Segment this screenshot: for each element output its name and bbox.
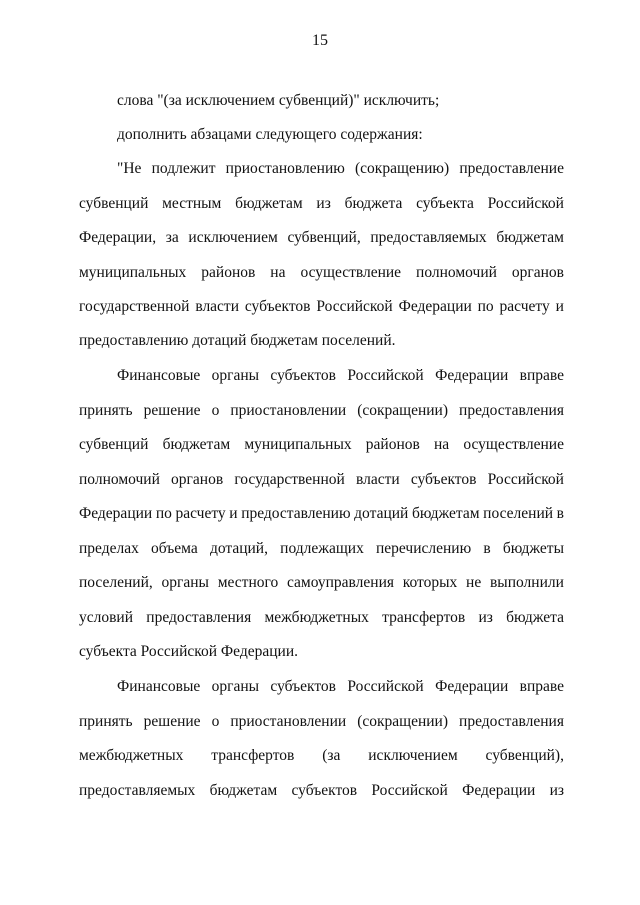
word: предоставляемых — [370, 229, 487, 246]
word: дотаций, — [209, 540, 268, 557]
text-line-12 — [79, 470, 564, 490]
word: бюджетам — [411, 505, 480, 522]
text-line-8 — [79, 331, 564, 351]
word: органы — [211, 367, 260, 384]
word: органов — [171, 471, 224, 488]
text-line-17 — [79, 642, 564, 662]
text-line-4 — [79, 194, 564, 214]
word: из — [316, 195, 331, 212]
word: не — [466, 574, 482, 591]
word: и — [229, 505, 238, 522]
text-line-18 — [117, 677, 564, 697]
page-number: 15 — [312, 32, 328, 49]
word: (сокращении) — [357, 402, 449, 419]
word: Российской — [316, 298, 393, 315]
text-line-3 — [117, 159, 564, 179]
word: в — [483, 540, 491, 557]
word: выполнили — [489, 574, 564, 591]
word: Российской — [347, 367, 424, 384]
word: предоставлению — [241, 505, 351, 522]
word: принять — [79, 713, 133, 730]
word: субъектов — [410, 471, 477, 488]
text-line-21 — [79, 781, 564, 801]
word: условий — [79, 609, 134, 626]
word: Федерации, — [79, 229, 157, 246]
word: полномочий — [79, 471, 160, 488]
text-line-6 — [79, 263, 564, 283]
word: "Не — [117, 160, 142, 177]
word: (сокращению) — [355, 160, 450, 177]
word: о — [211, 402, 220, 419]
text-line-14 — [79, 539, 564, 559]
text-line-7 — [79, 297, 564, 317]
text-line-1 — [117, 91, 564, 111]
word: субвенций, — [287, 229, 361, 246]
word: предоставления — [146, 609, 252, 626]
word: государственной — [79, 298, 190, 315]
text-line-11 — [79, 435, 564, 455]
word: субъекта Российской Федерации. — [79, 643, 298, 660]
word: приостановлению — [225, 160, 345, 177]
word: осуществление — [300, 264, 402, 281]
word: расчету — [499, 298, 550, 315]
word: Российской — [487, 195, 564, 212]
word: муниципальных — [244, 436, 352, 453]
word: районов — [365, 436, 420, 453]
word: вправе — [519, 678, 564, 695]
word: органов — [511, 264, 564, 281]
word: по — [155, 505, 172, 522]
text-line-2 — [117, 125, 564, 145]
word: перечислению — [376, 540, 472, 557]
word: полномочий — [416, 264, 497, 281]
word: расчету — [175, 505, 226, 522]
word: по — [477, 298, 494, 315]
word: власти — [355, 471, 400, 488]
word: дополнить абзацами следующего содержания: — [117, 126, 423, 143]
word: субъектов — [244, 298, 311, 315]
word: бюджетам — [209, 782, 278, 799]
word: межбюджетных — [79, 747, 184, 764]
word: решение — [143, 402, 201, 419]
word: вправе — [519, 367, 564, 384]
word: бюджеты — [502, 540, 564, 557]
word: (за — [322, 747, 341, 764]
word: субъектов — [270, 367, 336, 384]
word: бюджетам — [235, 195, 303, 212]
word: трансфертов — [382, 609, 466, 626]
word: органы — [211, 678, 260, 695]
word: бюджета — [344, 195, 403, 212]
word: о — [211, 713, 220, 730]
word: подлежит — [151, 160, 216, 177]
word: из — [478, 609, 493, 626]
word: Федерации — [398, 298, 472, 315]
word: (сокращении) — [357, 713, 449, 730]
word: приостановлении — [230, 713, 347, 730]
text-line-15 — [79, 573, 564, 593]
text-line-10 — [79, 401, 564, 421]
text-line-13 — [79, 504, 564, 524]
word: исключением — [188, 229, 278, 246]
word: решение — [143, 713, 201, 730]
word: пределах — [79, 540, 139, 557]
word: из — [549, 782, 564, 799]
word: бюджета — [506, 609, 564, 626]
word: Федерации — [435, 678, 509, 695]
word: Российской — [371, 782, 448, 799]
word: предоставления — [459, 402, 564, 419]
word: поселений — [483, 505, 554, 522]
word: субъектов — [270, 678, 336, 695]
word: в — [556, 505, 564, 522]
word: подлежащих — [280, 540, 364, 557]
word: субвенций — [79, 436, 149, 453]
word: местного — [217, 574, 279, 591]
word: слова "(за исключением субвенций)" исключить; — [117, 92, 440, 109]
word: субвенций — [79, 195, 149, 212]
word: которых — [402, 574, 458, 591]
word: самоуправления — [286, 574, 395, 591]
word: предоставляемых — [79, 782, 196, 799]
word: Федерации — [435, 367, 509, 384]
word: исключением — [368, 747, 458, 764]
word: органы — [161, 574, 209, 591]
word: на — [270, 264, 286, 281]
word: межбюджетных — [264, 609, 369, 626]
text-line-9 — [117, 366, 564, 386]
word: власти — [195, 298, 240, 315]
word: Финансовые — [117, 678, 201, 695]
word: государственной — [234, 471, 345, 488]
word: приостановлении — [230, 402, 347, 419]
word: Российской — [487, 471, 564, 488]
word: предоставление — [459, 160, 564, 177]
word: Финансовые — [117, 367, 201, 384]
word: субвенций), — [485, 747, 564, 764]
word: Федерации — [79, 505, 153, 522]
word: принять — [79, 402, 133, 419]
word: муниципальных — [79, 264, 187, 281]
word: бюджетам — [162, 436, 231, 453]
word: субъекта — [416, 195, 474, 212]
word: за — [165, 229, 179, 246]
word: районов — [201, 264, 256, 281]
word: трансфертов — [211, 747, 295, 764]
text-line-20 — [79, 746, 564, 766]
word: предоставлению дотаций бюджетам поселений. — [79, 332, 396, 349]
text-line-16 — [79, 608, 564, 628]
word: дотаций — [354, 505, 409, 522]
word: и — [555, 298, 564, 315]
word: субъектов — [291, 782, 358, 799]
word: объема — [151, 540, 198, 557]
word: бюджетам — [496, 229, 564, 246]
word: на — [434, 436, 450, 453]
word: поселений, — [79, 574, 153, 591]
word: Федерации — [462, 782, 536, 799]
word: осуществление — [463, 436, 564, 453]
word: Российской — [347, 678, 424, 695]
word: предоставления — [459, 713, 564, 730]
text-line-19 — [79, 712, 564, 732]
word: местным — [162, 195, 222, 212]
text-line-5 — [79, 228, 564, 248]
